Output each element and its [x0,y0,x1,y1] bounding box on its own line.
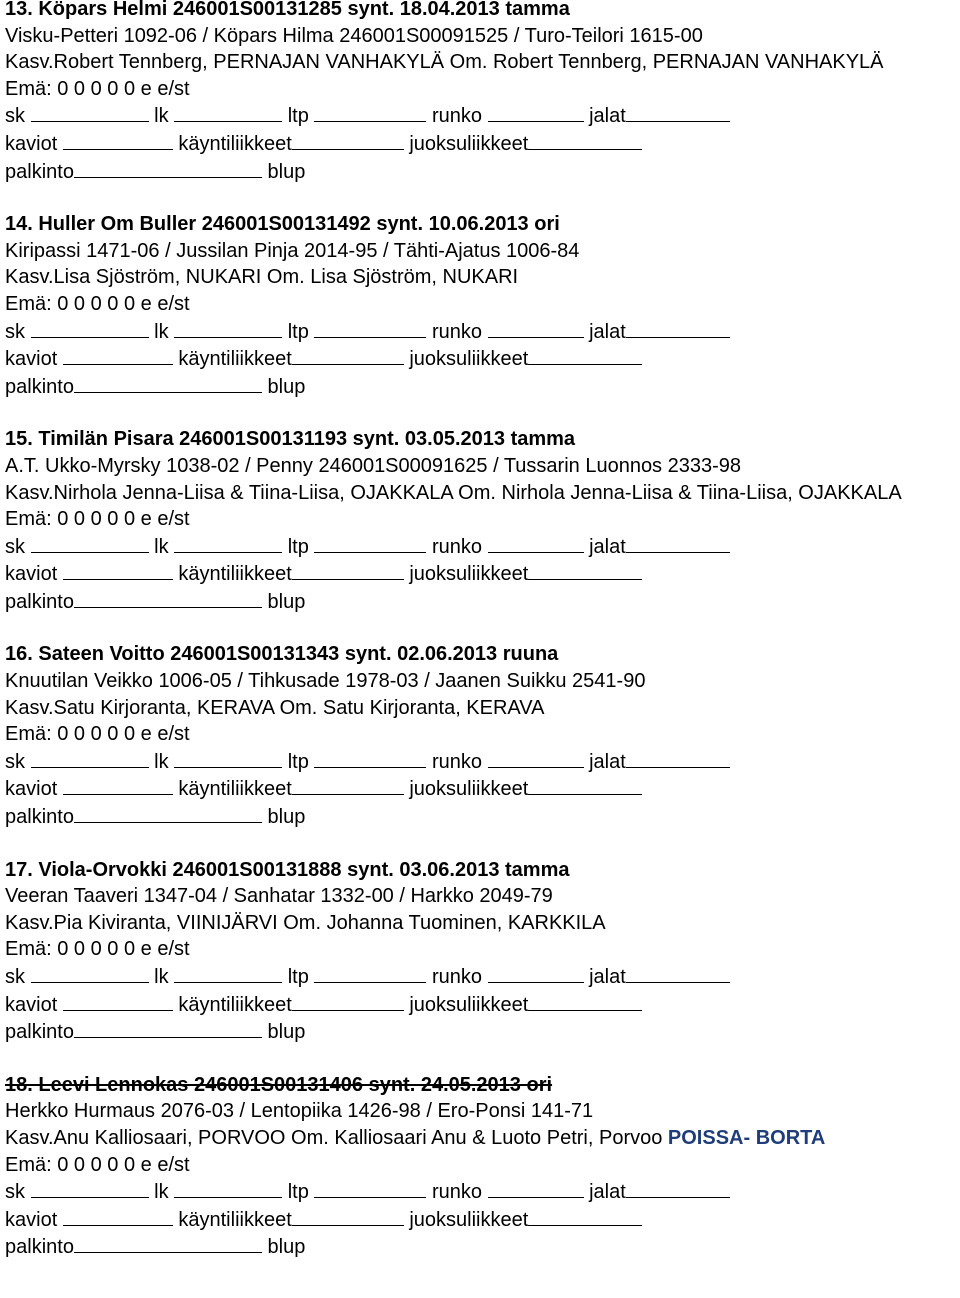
label-lk: lk [154,750,169,773]
runko-field[interactable] [488,102,584,122]
kaviot-field[interactable] [63,775,173,795]
label-runko: runko [431,966,482,988]
ltp-field[interactable] [314,318,426,338]
lk-field[interactable] [174,1178,282,1198]
label-sk: sk [5,966,25,988]
kayntiliikkeet-field[interactable] [292,345,404,365]
entry [5,0,957,185]
pedigree: Knuutilan Veikko 1006-05 / Tihkusade 1978-03 / Jaanen Suikku 2541-90 [5,670,646,693]
entry [5,426,957,615]
juoksuliikkeet-field[interactable] [528,560,642,580]
label-sk: sk [5,1181,25,1204]
lk-field[interactable] [174,533,282,553]
label-blup: blup [267,1236,306,1259]
label-lk: lk [154,535,169,558]
score-row-body [5,533,957,561]
score-row-movement [5,130,957,158]
label-kayntiliikkeet: käyntiliikkeet [178,563,292,586]
label-runko: runko [431,535,482,558]
score-row-movement [5,775,957,803]
label-palkinto: palkinto [5,590,74,613]
dam-score: Emä: 0 0 0 0 0 e e/st [5,77,190,100]
score-row-body [5,748,957,776]
jalat-field[interactable] [626,102,730,122]
palkinto-field[interactable] [74,588,262,608]
document [5,0,957,1287]
dam-score: Emä: 0 0 0 0 0 e e/st [5,292,190,315]
sk-field[interactable] [31,748,149,768]
label-jalat: jalat [589,320,626,343]
label-juoksuliikkeet: juoksuliikkeet [409,1208,529,1231]
score-row-prize [5,588,957,616]
label-kaviot: kaviot [5,1208,58,1231]
score-row-movement [5,560,957,588]
breeder-owner [5,264,957,291]
label-kayntiliikkeet: käyntiliikkeet [178,132,292,155]
label-palkinto: palkinto [5,375,74,398]
label-kaviot: kaviot [5,348,58,371]
owner-text: Kasv.Lisa Sjöström, NUKARI Om. Lisa Sjöström, NUKARI [5,266,519,289]
kaviot-field[interactable] [63,560,173,580]
label-kaviot: kaviot [5,132,58,155]
label-jalat: jalat [589,1181,626,1204]
label-kayntiliikkeet: käyntiliikkeet [178,348,292,371]
entry-title: 14. Huller Om Buller 246001S00131492 synt. 10.06.2013 ori [5,213,560,236]
dam-score: Emä: 0 0 0 0 0 e e/st [5,508,190,531]
ltp-field[interactable] [314,748,426,768]
palkinto-field[interactable] [74,158,262,178]
score-row-prize [5,373,957,401]
score-row-prize [5,158,957,186]
palkinto-field[interactable] [74,1018,262,1038]
label-jalat: jalat [589,966,626,988]
label-palkinto: palkinto [5,1236,74,1259]
label-juoksuliikkeet: juoksuliikkeet [409,778,529,801]
sk-field[interactable] [31,533,149,553]
ltp-field[interactable] [314,102,426,122]
ltp-field[interactable] [314,963,426,983]
breeder-owner [5,695,957,722]
juoksuliikkeet-field[interactable] [528,991,642,1011]
label-sk: sk [5,105,25,128]
label-runko: runko [431,320,482,343]
label-jalat: jalat [589,535,626,558]
kaviot-field[interactable] [63,130,173,150]
entry-title: 16. Sateen Voitto 246001S00131343 synt. 02.06.2013 ruuna [5,643,559,666]
score-row-body [5,1178,957,1206]
score-row-body [5,102,957,130]
juoksuliikkeet-field[interactable] [528,775,642,795]
juoksuliikkeet-field[interactable] [528,130,642,150]
sk-field[interactable] [31,963,149,983]
pedigree: Kiripassi 1471-06 / Jussilan Pinja 2014-95 / Tähti-Ajatus 1006-84 [5,239,580,262]
jalat-field[interactable] [626,318,730,338]
breeder-owner [5,910,957,937]
kayntiliikkeet-field[interactable] [292,560,404,580]
kayntiliikkeet-field[interactable] [292,775,404,795]
label-runko: runko [431,750,482,773]
pedigree: Veeran Taaveri 1347-04 / Sanhatar 1332-00 / Harkko 2049-79 [5,885,553,908]
label-jalat: jalat [589,105,626,128]
lk-field[interactable] [174,102,282,122]
score-row-movement [5,1206,957,1234]
runko-field[interactable] [488,1178,584,1198]
label-juoksuliikkeet: juoksuliikkeet [409,348,529,371]
owner-text: Kasv.Robert Tennberg, PERNAJAN VANHAKYLÄ Om. Robert Tennberg, PERNAJAN VANHAKYLÄ [5,51,884,74]
label-sk: sk [5,535,25,558]
runko-field[interactable] [488,533,584,553]
label-kayntiliikkeet: käyntiliikkeet [178,993,292,1016]
lk-field[interactable] [174,963,282,983]
score-row-movement [5,991,957,1019]
label-ltp: ltp [287,320,309,343]
pedigree: A.T. Ukko-Myrsky 1038-02 / Penny 246001S00091625 / Tussarin Luonnos 2333-98 [5,454,742,477]
label-juoksuliikkeet: juoksuliikkeet [409,132,529,155]
juoksuliikkeet-field[interactable] [528,345,642,365]
sk-field[interactable] [31,318,149,338]
runko-field[interactable] [488,318,584,338]
label-kaviot: kaviot [5,563,58,586]
score-row-prize [5,803,957,831]
entry [5,857,957,1046]
label-palkinto: palkinto [5,1021,74,1044]
label-blup: blup [267,375,306,398]
entry-title: 18. Leevi Lennokas 246001S00131406 synt. 24.05.2013 ori [5,1073,553,1096]
entry-title: 17. Viola-Orvokki 246001S00131888 synt. 03.06.2013 tamma [5,858,570,881]
entry [5,211,957,400]
owner-text: Kasv.Anu Kalliosaari, PORVOO Om. Kalliosaari Anu & Luoto Petri, Porvoo [5,1126,663,1149]
score-row-prize [5,1233,957,1261]
jalat-field[interactable] [626,533,730,553]
sk-field[interactable] [31,102,149,122]
score-row-prize [5,1018,957,1046]
label-lk: lk [154,105,169,128]
label-palkinto: palkinto [5,806,74,829]
label-lk: lk [154,966,169,988]
palkinto-field[interactable] [74,373,262,393]
owner-text: Kasv.Satu Kirjoranta, KERAVA Om. Satu Kirjoranta, KERAVA [5,696,545,719]
jalat-field[interactable] [626,963,730,983]
score-row-body [5,318,957,346]
kayntiliikkeet-field[interactable] [292,1206,404,1226]
entry [5,1072,957,1261]
kayntiliikkeet-field[interactable] [292,991,404,1011]
lk-field[interactable] [174,318,282,338]
kaviot-field[interactable] [63,991,173,1011]
status-absent: POISSA- BORTA [667,1126,826,1149]
entry-title: 13. Köpars Helmi 246001S00131285 synt. 18.04.2013 tamma [5,0,570,20]
runko-field[interactable] [488,748,584,768]
ltp-field[interactable] [314,1178,426,1198]
label-ltp: ltp [287,535,309,558]
dam-score: Emä: 0 0 0 0 0 e e/st [5,723,190,746]
runko-field[interactable] [488,963,584,983]
kayntiliikkeet-field[interactable] [292,130,404,150]
label-sk: sk [5,320,25,343]
entry [5,641,957,830]
sk-field[interactable] [31,1178,149,1198]
label-kayntiliikkeet: käyntiliikkeet [178,778,292,801]
owner-text: Kasv.Pia Kiviranta, VIINIJÄRVI Om. Johanna Tuominen, KARKKILA [5,911,606,934]
owner-text: Kasv.Nirhola Jenna-Liisa & Tiina-Liisa, OJAKKALA Om. Nirhola Jenna-Liisa & Tiina-Liisa, OJAKKALA [5,481,902,504]
pedigree: Herkko Hurmaus 2076-03 / Lentopiika 1426-98 / Ero-Ponsi 141-71 [5,1100,594,1123]
juoksuliikkeet-field[interactable] [528,1206,642,1226]
label-lk: lk [154,320,169,343]
label-runko: runko [431,1181,482,1204]
palkinto-field[interactable] [74,803,262,823]
score-row-movement [5,345,957,373]
jalat-field[interactable] [626,1178,730,1198]
label-sk: sk [5,750,25,773]
label-ltp: ltp [287,750,309,773]
label-blup: blup [267,160,306,183]
pedigree: Visku-Petteri 1092-06 / Köpars Hilma 246001S00091525 / Turo-Teilori 1615-00 [5,24,703,47]
score-row-body [5,963,957,991]
label-ltp: ltp [287,966,309,988]
label-juoksuliikkeet: juoksuliikkeet [409,563,529,586]
dam-score: Emä: 0 0 0 0 0 e e/st [5,938,190,961]
label-blup: blup [267,590,306,613]
label-kayntiliikkeet: käyntiliikkeet [178,1208,292,1231]
label-ltp: ltp [287,105,309,128]
label-ltp: ltp [287,1181,309,1204]
label-lk: lk [154,1181,169,1204]
label-blup: blup [267,806,306,829]
breeder-owner [5,1125,957,1152]
label-runko: runko [431,105,482,128]
ltp-field[interactable] [314,533,426,553]
label-juoksuliikkeet: juoksuliikkeet [409,993,529,1016]
label-kaviot: kaviot [5,778,58,801]
breeder-owner [5,480,957,507]
lk-field[interactable] [174,748,282,768]
kaviot-field[interactable] [63,345,173,365]
label-jalat: jalat [589,750,626,773]
breeder-owner [5,49,957,76]
label-blup: blup [267,1021,306,1044]
palkinto-field[interactable] [74,1233,262,1253]
jalat-field[interactable] [626,748,730,768]
dam-score: Emä: 0 0 0 0 0 e e/st [5,1153,190,1176]
label-kaviot: kaviot [5,993,58,1016]
entry-title: 15. Timilän Pisara 246001S00131193 synt. 03.05.2013 tamma [5,428,576,451]
label-palkinto: palkinto [5,160,74,183]
kaviot-field[interactable] [63,1206,173,1226]
